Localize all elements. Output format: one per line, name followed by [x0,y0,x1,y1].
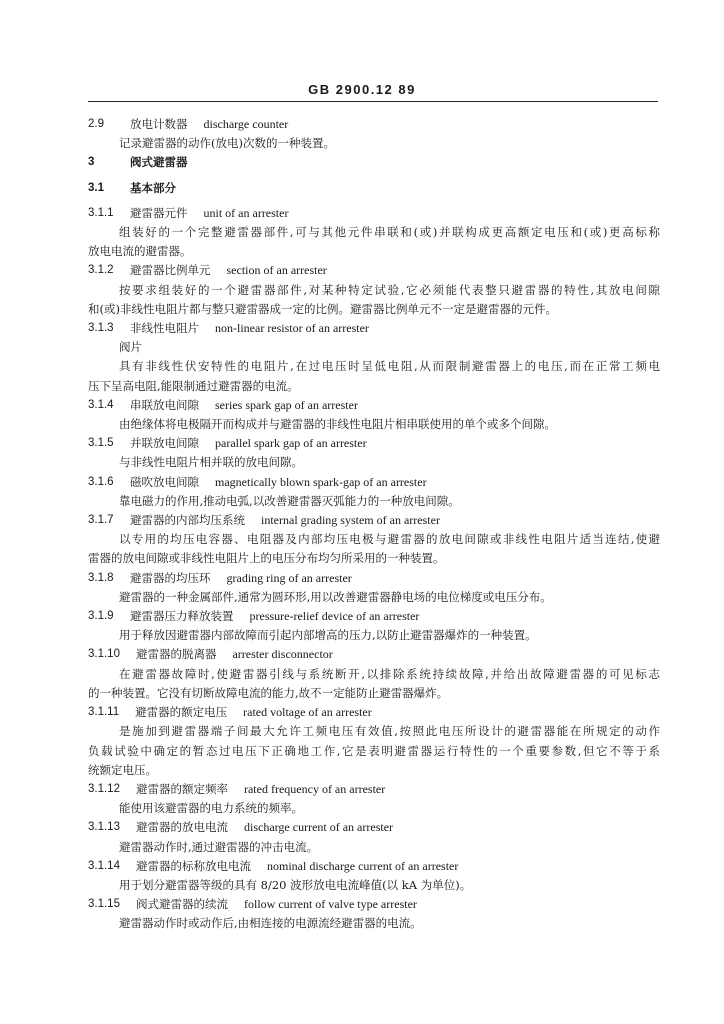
definition-line: 用于划分避雷器等级的具有 8/20 波形放电电流峰值(以 kA 为单位)。 [119,877,472,892]
header-rule [88,101,658,102]
definition-line: 靠电磁力的作用,推动电弧,以改善避雷器灭弧能力的一种放电间隙。 [119,493,460,508]
term-english: grading ring of an arrester [226,570,352,585]
term-heading [88,645,660,664]
term-number: 3.1 [88,181,104,194]
term-entry [88,179,660,204]
term-chinese: 避雷器的均压环 [130,570,211,585]
term-english: parallel spark gap of an arrester [215,436,367,451]
term-heading [88,473,660,492]
term-number: 3.1.8 [88,571,114,584]
term-entry [88,261,660,319]
term-english: arrester disconnector [232,647,333,662]
term-chinese: 避雷器的脱离器 [135,647,217,662]
term-english: section of an arrester [226,263,327,278]
term-chinese: 避雷器的内部均压系统 [130,513,245,528]
term-english: follow current of valve type arrester [243,897,417,912]
term-heading [88,261,660,280]
term-entry [88,511,660,569]
term-english: discharge counter [203,117,289,131]
term-chinese: 串联放电间隙 [130,397,199,412]
term-english: non-linear resistor of an arrester [215,321,369,336]
definition-line: 与非线性电阻片相并联的放电间隙。 [119,455,303,470]
definition-line: 按要求组装好的一个避雷器部件,对某种特定试验,它必须能代表整只避雷器的特性,其放电间隙 [119,282,660,297]
definition-line: 负载试验中确定的暂态过电压下正确地工作,它是表明避雷器运行特性的一个重要参数,但它不等于系 [88,743,660,758]
term-number: 3.1.5 [88,437,114,450]
term-alias: 阀片 [119,340,142,355]
term-heading [88,511,660,530]
term-heading [88,895,660,914]
term-entry [88,204,660,262]
term-heading [88,607,660,626]
definition-line: 压下呈高电阻,能限制通过避雷器的电流。 [88,378,299,393]
term-entry [88,780,660,818]
term-heading [88,115,660,134]
definition-line: 的一种装置。它没有切断故障电流的能力,故不一定能防止避雷器爆炸。 [88,685,449,700]
term-number: 3.1.11 [88,706,120,719]
term-entry [88,857,660,895]
term-heading [88,153,660,172]
term-english: pressure-relief device of an arrester [249,609,420,624]
term-chinese: 避雷器压力释放装置 [130,609,234,624]
term-heading [88,818,660,837]
term-heading [88,780,660,799]
term-heading [88,319,660,338]
definition-line: 雷器的放电间隙或非线性电阻片上的电压分布均匀所采用的一种装置。 [88,551,445,566]
term-number: 3.1.6 [88,475,114,488]
document-body [88,115,660,934]
term-chinese: 避雷器比例单元 [130,263,211,278]
definition-line: 放电电流的避雷器。 [88,244,192,259]
term-english: series spark gap of an arrester [215,397,358,412]
term-chinese: 非线性电阻片 [130,321,199,336]
term-number: 3.1.14 [88,859,120,872]
term-heading [88,434,660,453]
term-number: 3.1.4 [88,398,114,411]
definition-line: 由绝缘体将电极隔开而构成并与避雷器的非线性电阻片相串联使用的单个或多个间隙。 [119,417,556,432]
term-heading [88,204,660,223]
definition-line: 是施加到避雷器端子间最大允许工频电压有效值,按照此电压所设计的避雷器能在所规定的动作 [119,724,660,739]
definition-line: 在避雷器故障时,使避雷器引线与系统断开,以排除系统持续故障,并给出故障避雷器的可见标志 [119,666,660,681]
term-chinese: 避雷器的放电电流 [135,820,228,835]
term-entry [88,703,660,780]
term-entry [88,895,660,933]
term-english: magnetically blown spark-gap of an arrester [215,474,427,489]
term-number: 3.1.13 [88,821,120,834]
term-chinese: 避雷器元件 [130,205,188,220]
term-number: 3 [88,156,95,169]
term-number: 3.1.7 [88,514,114,527]
term-number: 3.1.2 [88,264,114,277]
term-english: rated voltage of an arrester [243,705,372,720]
term-entry [88,319,660,396]
term-chinese: 避雷器的额定频率 [135,781,228,796]
term-number: 3.1.9 [88,610,114,623]
term-entry [88,569,660,607]
term-entry [88,645,660,703]
term-chinese: 阀式避雷器的续流 [135,897,228,912]
term-entry [88,818,660,856]
term-entry [88,115,660,153]
term-english: discharge current of an arrester [243,820,394,835]
term-number: 3.1.12 [88,782,120,795]
definition-line: 避雷器的一种金属部件,通常为圆环形,用以改善避雷器静电场的电位梯度或电压分布。 [119,589,552,604]
term-heading [88,179,660,198]
term-entry [88,396,660,434]
definition-line: 用于释放因避雷器内部故障而引起内部增高的压力,以防止避雷器爆炸的一种装置。 [119,628,537,643]
term-english: internal grading system of an arrester [261,513,440,528]
definition-line: 避雷器动作时,通过避雷器的冲击电流。 [119,839,319,854]
definition-line: 和(或)非线性电阻片都与整只避雷器成一定的比例。避雷器比例单元不一定是避雷器的元件。 [88,301,557,316]
definition-line: 记录避雷器的动作(放电)次数的一种装置。 [119,136,335,151]
term-english: unit of an arrester [203,205,289,220]
term-heading [88,569,660,588]
definition-line: 统额定电压。 [88,762,157,777]
term-number: 2.9 [88,118,104,130]
term-chinese: 阀式避雷器 [130,155,188,170]
definition-line: 具有非线性伏安特性的电阻片,在过电压时呈低电阻,从而限制避雷器上的电压,而在正常工频电 [119,359,660,374]
term-heading [88,857,660,876]
term-number: 3.1.1 [88,206,114,219]
definition-line: 组装好的一个完整避雷器部件,可与其他元件串联和(或)并联构成更高额定电压和(或)更高标称 [119,225,660,240]
term-chinese: 并联放电间隙 [130,436,199,451]
term-chinese: 避雷器的标称放电电流 [135,858,251,873]
page-header: GB 2900.12 89 [308,82,416,97]
term-english: rated frequency of an arrester [243,781,386,796]
definition-line: 能使用该避雷器的电力系统的频率。 [119,801,303,816]
term-heading [88,396,660,415]
term-chinese: 放电计数器 [130,117,188,131]
term-heading [88,703,660,722]
definition-line: 以专用的均压电容器、电阻器及内部均压电极与避雷器的放电间隙或非线性电阻片适当连结,使避 [119,532,660,547]
term-number: 3.1.3 [88,322,114,335]
term-entry [88,434,660,472]
term-entry [88,153,660,178]
term-english: nominal discharge current of an arrester [266,858,459,873]
term-entry [88,473,660,511]
term-chinese: 磁吹放电间隙 [130,474,199,489]
definition-line: 避雷器动作时或动作后,由相连接的电源流经避雷器的电流。 [119,916,422,931]
term-chinese: 基本部分 [130,180,176,195]
term-chinese: 避雷器的额定电压 [135,705,228,720]
term-number: 3.1.15 [88,898,120,911]
term-number: 3.1.10 [88,648,120,661]
term-entry [88,607,660,645]
